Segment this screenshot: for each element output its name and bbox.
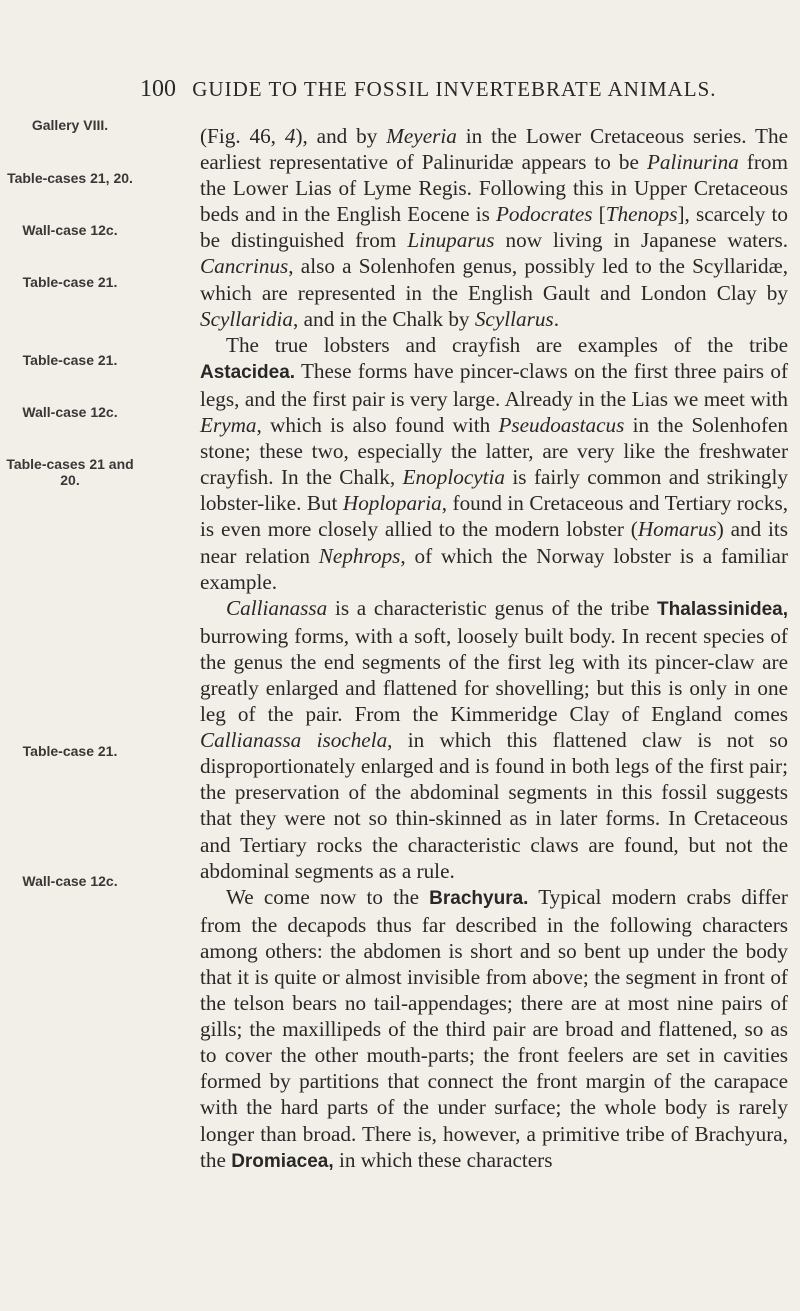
margin-note-wall-case: Wall-case 12c. [22,873,118,889]
paragraph-1: (Fig. 46, 4), and by Meyeria in the Lower Cretaceous series. The earliest representative of Palinuridæ appears to be Palinurina from the Lower Lias of Lyme Regis. Following this in Upper Cretaceous beds and in the English Eocene is Podocrates [Thenops], scarcely to be distinguished from Linuparus now living in Japanese waters. Cancrinus, also a Solenhofen genus, possibly led to the Scyllaridæ, which are represented in the English Gault and London Clay by Scyllaridia, and in the Chalk by Scyllarus. [200,124,789,331]
margin-note-wall-case: Wall-case 12c. [22,404,118,420]
margin-note-table-case: Table-case 21. [22,743,118,759]
paragraph-3: Callianassa is a characteristic genus of the tribe Thalassinidea, burrowing forms, with a soft, loosely built body. In recent species of the genus the end segments of the first leg with its pincer-claw are greatly enlarged and flattened for shovelling; but this is only in one leg of the pair. From the Kimmeridge Clay of England comes Callianassa isochela, in which this flattened claw is not so disproportionately enlarged and is found in both legs of the first pair; the preservation of the abdominal segments in this fossil suggests that they were not so thin-skinned as in later forms. In Cretaceous and Tertiary rocks the characteristic claws are found, but not the abdominal segments as a rule. [200,595,788,883]
margin-note-gallery: Gallery VIII. [31,117,109,133]
body-text [200,123,788,1175]
paragraph-4: We come now to the Brachyura. Typical modern crabs differ from the decapods thus far described in the following characters among others: the abdomen is short and so bent up under the body that it is quite or almost invisible from above; the segment in front of the telson bears no tail-appendages; there are at most nine pairs of gills; the maxillipeds of the third pair are broad and flattened, so as to cover the other mouth-parts; the front feelers are set in cavities formed by partitions that connect the front margin of the carapace with the hard parts of the under surface; the whole body is rarely longer than broad. There is, however, a primitive tribe of Brachyura, the Dromiacea, in which these characters [200,884,788,1172]
margin-note-table-case: Table-case 21. [22,274,118,290]
page-header [140,76,717,103]
margin-note-table-cases: Table-cases 21 and 20. [6,456,134,488]
page-number: 100 [140,76,176,102]
margin-note-table-cases: Table-cases 21, 20. [7,170,133,186]
paragraph-2: The true lobsters and crayfish are examples of the tribe Astacidea. These forms have pincer-claws on the first three pairs of legs, and the first pair is very large. Already in the Lias we meet with Eryma, which is also found with Pseudoastacus in the Solenhofen stone; these two, especially the latter, are very like the freshwater crayfish. In the Chalk, Enoplocytia is fairly common and strikingly lobster-like. But Hoploparia, found in Cretaceous and Tertiary rocks, is even more closely allied to the modern lobster (Homarus) and its near relation Nephrops, of which the Norway lobster is a familiar example. [200,332,789,594]
margin-note-table-case: Table-case 21. [22,352,118,368]
running-title: GUIDE TO THE FOSSIL INVERTEBRATE ANIMALS. [192,77,717,101]
margin-note-wall-case: Wall-case 12c. [22,222,118,238]
